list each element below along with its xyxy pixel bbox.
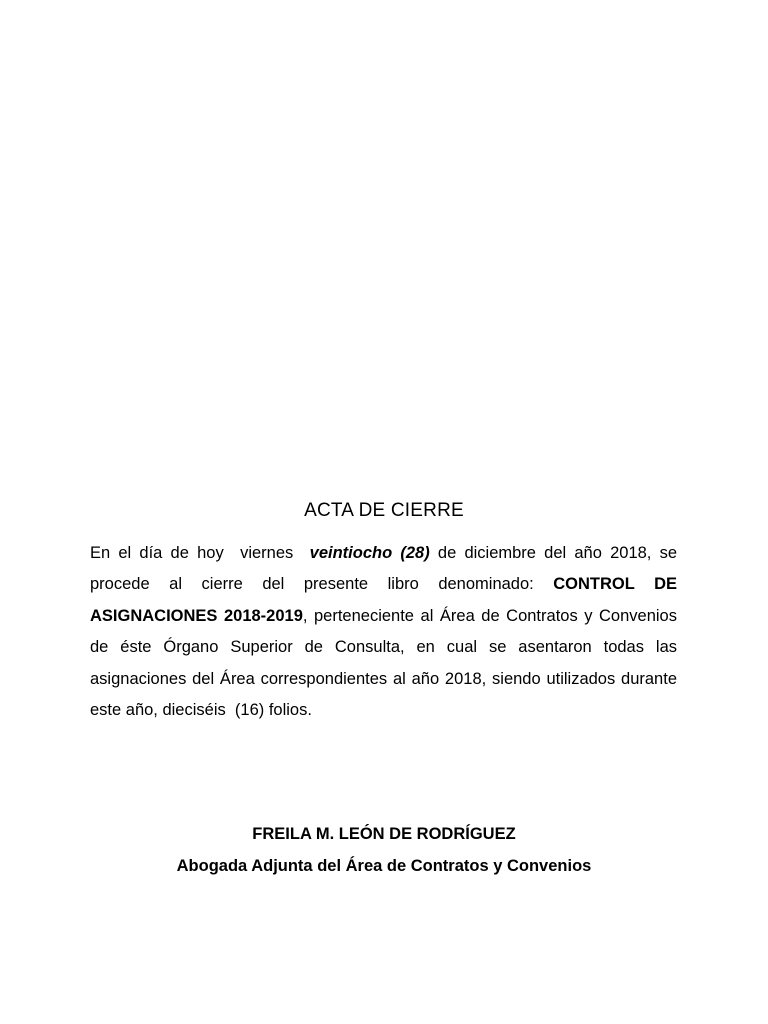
paragraph-middle: de diciembre del año 2018, se procede al cierre del presente libro denominado: bbox=[90, 544, 682, 594]
document-title: ACTA DE CIERRE bbox=[304, 500, 464, 521]
paragraph-end: , perteneciente al Área de Contratos y Convenios de éste Órgano Superior de Consulta, en cual se asentaron todas las asignaciones del Área correspondientes al año 2018, siendo utilizados durante este año, dieciséis (16) folios. bbox=[90, 606, 682, 720]
signer-role: Abogada Adjunta del Área de Contratos y Convenios bbox=[176, 857, 592, 875]
book-name: CONTROL DE ASIGNACIONES 2018-2019 bbox=[90, 575, 681, 625]
signer-name: FREILA M. LEÓN DE RODRÍGUEZ bbox=[252, 825, 516, 843]
date-words: veintiocho (28) bbox=[309, 544, 430, 562]
closing-paragraph bbox=[90, 538, 682, 726]
paragraph-intro: En el día de hoy viernes bbox=[90, 544, 310, 562]
